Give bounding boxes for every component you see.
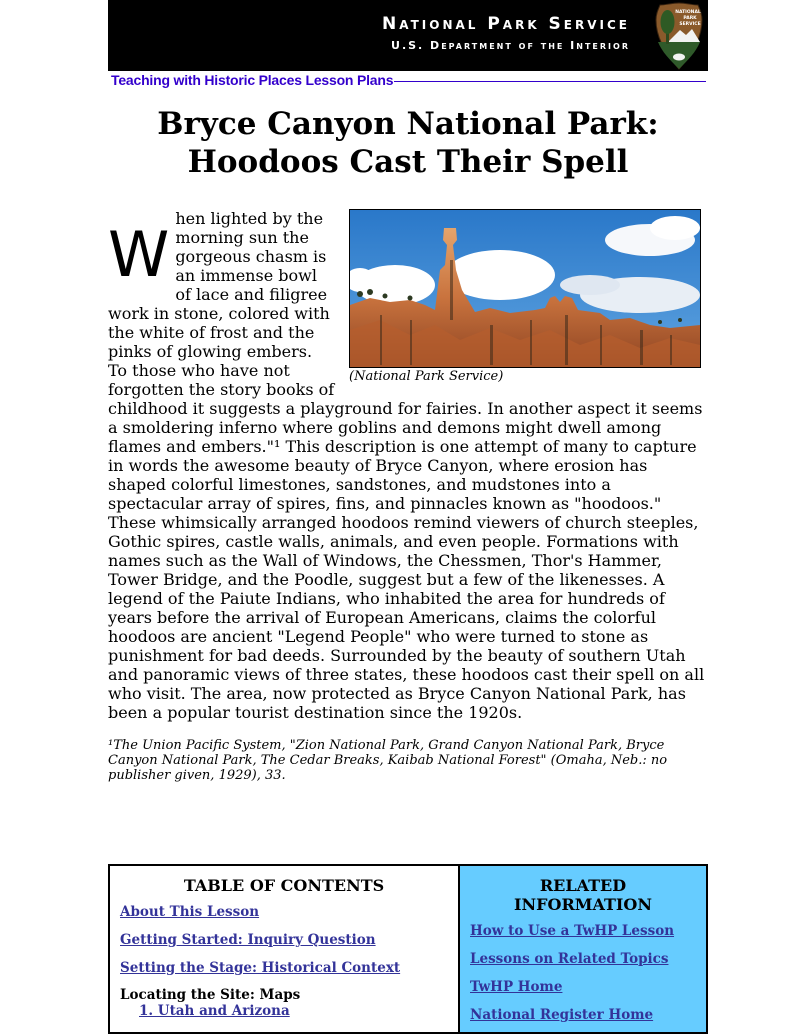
related-link-national-register-home[interactable]: National Register Home: [470, 1007, 654, 1023]
svg-text:PARK: PARK: [683, 16, 697, 21]
toc-heading: TABLE OF CONTENTS: [183, 876, 385, 895]
related-link-related-topics[interactable]: Lessons on Related Topics: [470, 951, 669, 967]
related-information: [460, 866, 706, 1032]
nps-arrowhead-icon[interactable]: [652, 2, 706, 70]
photo-caption: (National Park Service): [349, 369, 504, 384]
table-of-contents: [110, 866, 460, 1032]
agency-name: National Park Service: [382, 14, 630, 34]
related-link-how-to-use[interactable]: How to Use a TwHP Lesson: [470, 923, 675, 939]
toc-link-getting-started[interactable]: Getting Started: Inquiry Question: [120, 932, 376, 948]
article-text: hen lighted by the morning sun the gorgeous chasm is an immense bowl of lace and filigree work in stone, colored with the white of frost and the pinks of glowing embers. To those who have not forgotten the story books of childhood it suggests a playground for fairies. In another aspect it seems a smoldering inferno where goblins and demons might dwell among flames and embers."¹ This description is one attempt of many to capture in words the awesome beauty of Bryce Canyon, where erosion has shaped colorful limestones, sandstones, and mudstones into a spectacular array of spires, fins, and pinnacles known as "hoodoos." These whimsically arranged hoodoos remind viewers of church steeples, Gothic spires, castle walls, animals, and even people. Formations with names such as the Wall of Windows, the Chessmen, Thor's Hammer, Tower Bridge, and the Poodle, suggest but a few of the likenesses. A legend of the Paiute Indians, who inhabited the area for hundreds of years before the arrival of European Americans, claims the colorful hoodoos are ancient "Legend People" who were turned to stone as punishment for bad deeds. Surrounded by the beauty of southern Utah and panoramic views of three states, these hoodoos cast their spell on all who visit. The area, now protected as Bryce Canyon National Park, has been a popular tourist destination since the 1920s.: [108, 209, 705, 722]
page-title: [108, 105, 708, 181]
hoodoos-photo: [349, 209, 701, 368]
page-title-line2: Hoodoos Cast Their Spell: [187, 144, 629, 180]
page-wrapper: [108, 0, 708, 783]
related-heading: [470, 876, 696, 914]
article-body: [108, 209, 708, 722]
photo-figure: [349, 209, 701, 385]
drop-cap: W: [108, 218, 170, 291]
svg-text:NATIONAL: NATIONAL: [675, 10, 701, 15]
toc-link-setting-the-stage[interactable]: Setting the Stage: Historical Context: [120, 960, 401, 976]
related-heading-line2: INFORMATION: [514, 895, 652, 914]
page-title-line1: Bryce Canyon National Park:: [157, 106, 659, 142]
toc-section-locating-the-site: Locating the Site: Maps: [120, 987, 301, 1003]
series-rule: [394, 81, 706, 82]
related-heading-line1: RELATED: [539, 876, 627, 895]
series-label[interactable]: Teaching with Historic Places Lesson Plans: [111, 72, 394, 88]
svg-text:SERVICE: SERVICE: [679, 22, 701, 27]
nps-banner[interactable]: [108, 0, 708, 71]
related-link-twhp-home[interactable]: TwHP Home: [470, 979, 563, 995]
toc-link-map-utah-arizona[interactable]: 1. Utah and Arizona: [139, 1003, 290, 1019]
series-bar: [108, 71, 708, 89]
footnote: ¹The Union Pacific System, "Zion National Park, Grand Canyon National Park, Bryce Canyon National Park, The Cedar Breaks, Kaibab National Forest" (Omaha, Neb.: no publisher given, 1929), 33.: [108, 738, 668, 783]
toc-link-about-this-lesson[interactable]: About This Lesson: [120, 904, 260, 920]
navigation-table: [108, 864, 708, 1034]
department-name: U.S. Department of the Interior: [391, 39, 630, 52]
